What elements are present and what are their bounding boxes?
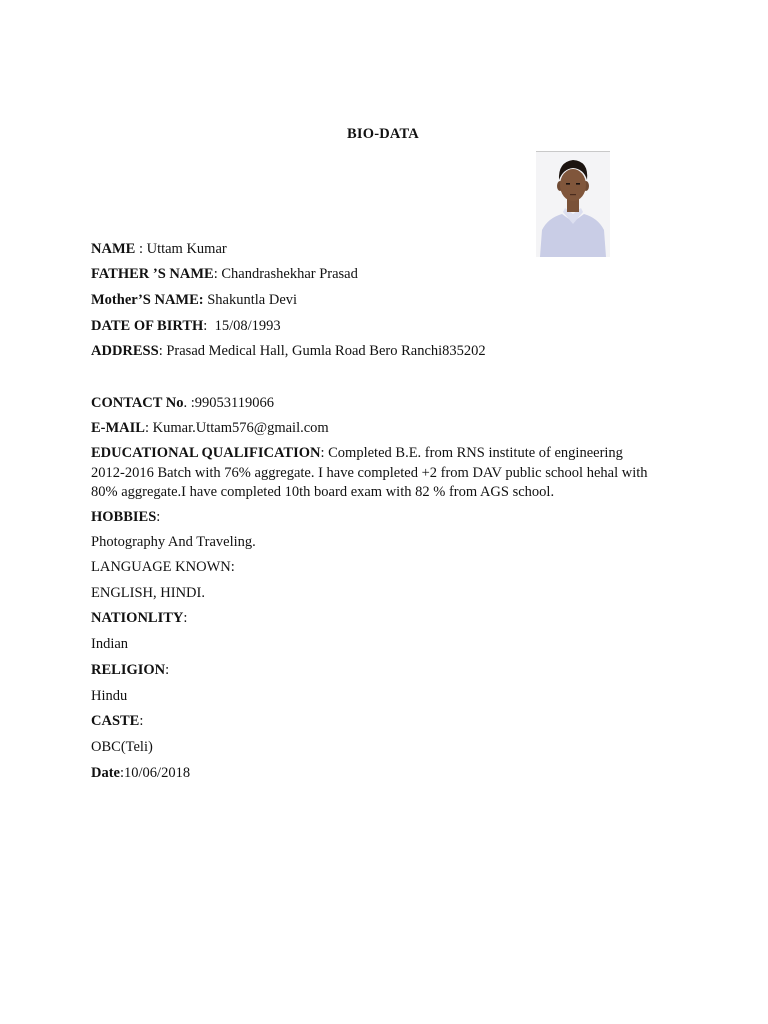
education-line-2: 2012-2016 Batch with 76% aggregate. I have completed +2 from DAV public school hehal with xyxy=(91,465,648,481)
date-label: Date xyxy=(91,765,120,781)
nationality-separator: : xyxy=(183,610,188,626)
caste-separator: : xyxy=(139,713,144,729)
hobbies-label: HOBBIES xyxy=(91,509,157,525)
address-row xyxy=(91,342,681,362)
address-separator: : xyxy=(158,343,167,359)
religion-label: RELIGION xyxy=(91,662,166,678)
religion-separator: : xyxy=(165,662,170,678)
caste-value: OBC(Teli) xyxy=(91,739,153,755)
mother-name-row xyxy=(91,291,681,311)
nationality-label: NATIONLITY xyxy=(91,610,184,626)
contact-value: 99053119066 xyxy=(194,395,275,411)
email-separator: : xyxy=(144,420,153,436)
name-label: NAME xyxy=(91,241,136,257)
name-separator: : xyxy=(135,241,147,257)
contact-label: CONTACT No xyxy=(91,395,184,411)
education-label: EDUCATIONAL QUALIFICATION xyxy=(91,445,321,461)
date-value: 10/06/2018 xyxy=(124,765,191,781)
hobbies-value: Photography And Traveling. xyxy=(91,534,256,550)
address-value: Prasad Medical Hall, Gumla Road Bero Ranchi835202 xyxy=(166,343,486,359)
email-value: Kumar.Uttam576@gmail.com xyxy=(152,420,329,436)
dob-value: 15/08/1993 xyxy=(214,318,281,334)
education-line-3: 80% aggregate.I have completed 10th board exam with 82 % from AGS school. xyxy=(91,484,555,500)
address-label: ADDRESS xyxy=(91,343,159,359)
education-line-1: Completed B.E. from RNS institute of engineering xyxy=(328,445,623,461)
father-name-value: Chandrashekhar Prasad xyxy=(221,266,358,282)
date-row xyxy=(91,764,681,784)
email-label: E-MAIL xyxy=(91,420,145,436)
language-label: LANGUAGE KNOWN: xyxy=(91,559,235,575)
mother-name-label: Mother’S NAME: xyxy=(91,292,204,308)
religion-value: Hindu xyxy=(91,688,128,704)
dob-row xyxy=(91,317,681,337)
education-row xyxy=(91,444,681,464)
caste-label: CASTE xyxy=(91,713,140,729)
dob-separator: : xyxy=(203,318,215,334)
name-row xyxy=(91,240,681,260)
date-separator: : xyxy=(120,765,125,781)
caste-heading xyxy=(91,712,681,732)
email-row xyxy=(91,419,681,439)
dob-label: DATE OF BIRTH xyxy=(91,318,204,334)
hobbies-heading xyxy=(91,508,681,528)
father-name-row xyxy=(91,265,681,285)
language-value: ENGLISH, HINDI. xyxy=(91,585,205,601)
contact-separator: . : xyxy=(183,395,195,411)
nationality-value: Indian xyxy=(91,636,129,652)
contact-row xyxy=(91,394,681,414)
document-title: BIO-DATA xyxy=(347,126,419,142)
hobbies-separator: : xyxy=(156,509,161,525)
education-separator: : xyxy=(320,445,329,461)
nationality-heading xyxy=(91,609,681,629)
name-value: Uttam Kumar xyxy=(146,241,227,257)
father-name-separator: : xyxy=(213,266,222,282)
mother-name-value: Shakuntla Devi xyxy=(207,292,298,308)
religion-heading xyxy=(91,661,681,681)
father-name-label: FATHER ’S NAME xyxy=(91,266,214,282)
